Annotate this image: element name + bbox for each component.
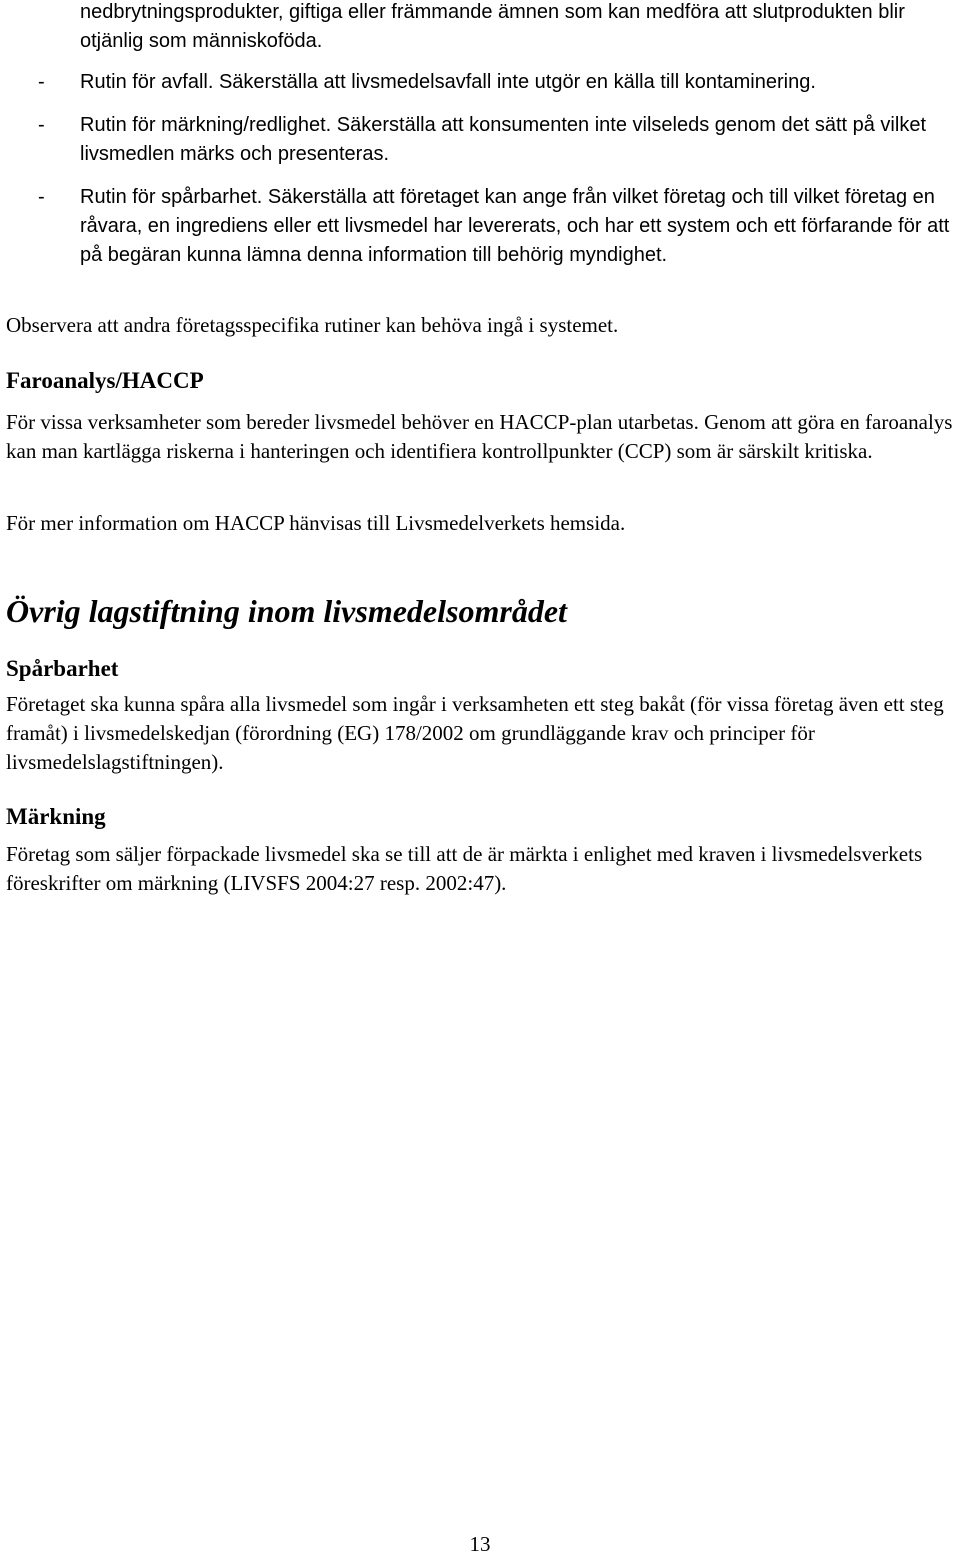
- page-number: 13: [469, 1532, 491, 1556]
- labeling-paragraph: Företag som säljer förpackade livsmedel ska se till att de är märkta i enlighet med kraven i livsmedelsverkets föreskrifter om märkning (LIVSFS 2004:27 resp. 2002:47).: [6, 842, 923, 895]
- haccp-paragraph: För vissa verksamheter som bereder livsmedel behöver en HACCP-plan utarbetas. Genom att göra en faroanalys kan man kartlägga riskerna i hanteringen och identifiera kontrollpunkter (CCP) som är särskilt kritiska.: [6, 410, 953, 463]
- observe-paragraph: Observera att andra företagsspecifika rutiner kan behöva ingå i systemet.: [6, 313, 619, 337]
- list-dash: -: [38, 186, 45, 208]
- traceability-paragraph: Företaget ska kunna spåra alla livsmedel som ingår i verksamheten ett steg bakåt (för vissa företag även ett steg framåt) i livsmedelskedjan (förordning (EG) 178/2002 om grundläggande krav och principer för livsmedelslagstiftningen).: [6, 692, 944, 774]
- list-item-text: Rutin för avfall. Säkerställa att livsmedelsavfall inte utgör en källa till kontaminering.: [80, 71, 816, 93]
- list-dash: -: [38, 71, 45, 93]
- continued-paragraph: nedbrytningsprodukter, giftiga eller främmande ämnen som kan medföra att slutprodukten blir otjänlig som människoföda.: [80, 1, 905, 52]
- list-item-text: Rutin för spårbarhet. Säkerställa att företaget kan ange från vilket företag och till vilket företag en råvara, en ingrediens eller ett livsmedel har levererats, och har ett system och ett förfarande för att på begäran kunna lämna denna information till behörig myndighet.: [80, 186, 950, 266]
- haccp-heading: Faroanalys/HACCP: [6, 368, 204, 393]
- labeling-heading: Märkning: [6, 804, 106, 829]
- haccp-info-paragraph: För mer information om HACCP hänvisas till Livsmedelverkets hemsida.: [6, 511, 626, 535]
- section-heading: Övrig lagstiftning inom livsmedelsområdet: [6, 593, 567, 629]
- list-dash: -: [38, 114, 45, 136]
- list-item-text: Rutin för märkning/redlighet. Säkerställa att konsumenten inte vilseleds genom det sätt på vilket livsmedlen märks och presenteras.: [80, 114, 926, 165]
- traceability-heading: Spårbarhet: [6, 656, 119, 681]
